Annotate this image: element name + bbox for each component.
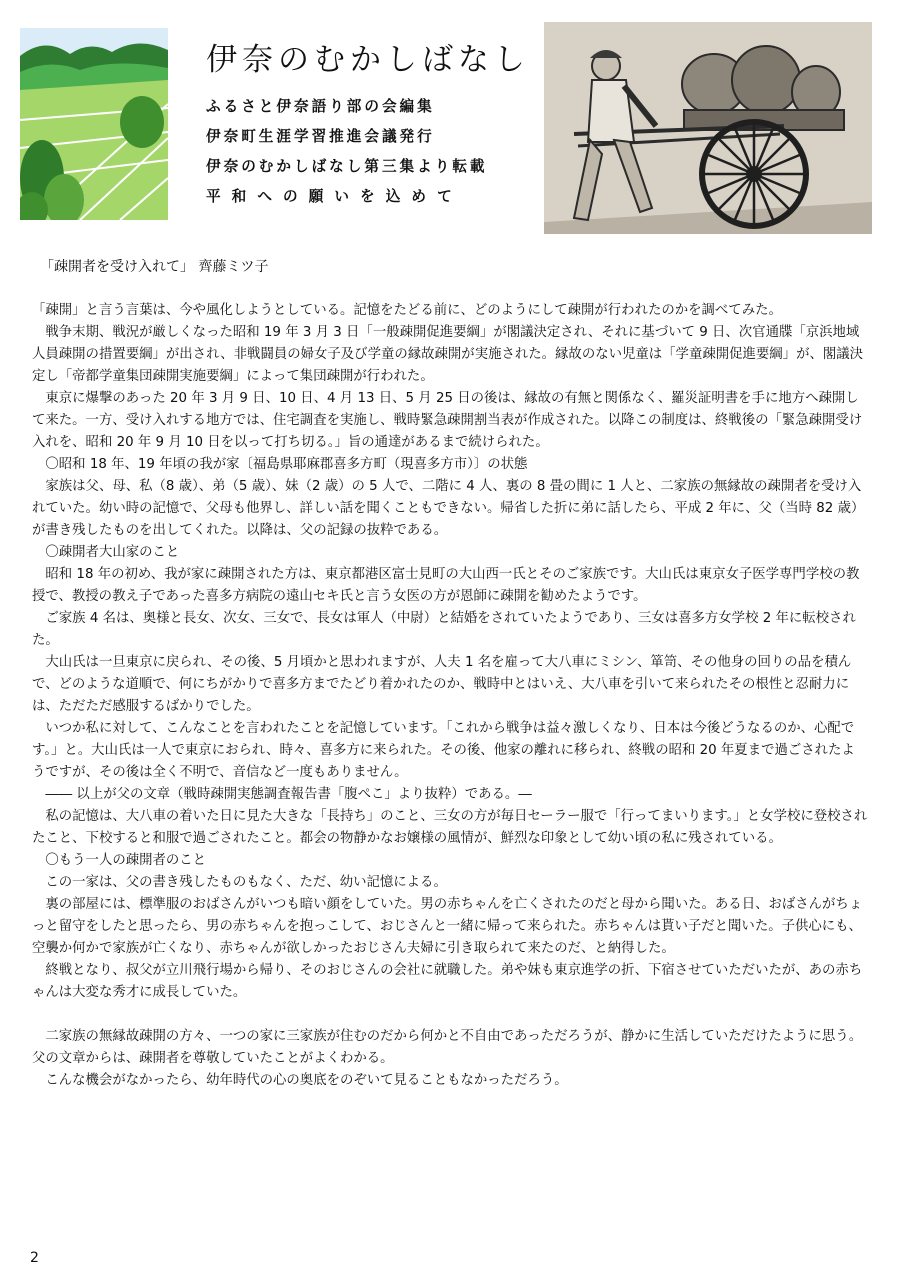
paragraph: 昭和 18 年の初め、我が家に疎開された方は、東京都港区富士見町の大山西一氏とそのご家族です。大山氏は東京女子医学専門学校の教授で、教授の教え子であった喜多方病院の遠山セキ氏と言う女医の方が恩師に疎開を勧めたようです。 bbox=[32, 567, 860, 604]
paragraph: 裏の部屋には、標準服のおばさんがいつも暗い顔をしていた。男の赤ちゃんを亡くされたのだと母から聞いた。ある日、おばさんがちょっと留守をしたと思ったら、男の赤ちゃんを抱っこして、おじさんと一緒に帰って来られた。赤ちゃんは貰い子だと聞いた。子供心にも、空襲か何かで家族が亡くなり、赤ちゃんが欲しかったおじさん夫婦に引き取られて来たのだ、と納得した。 bbox=[32, 897, 863, 956]
article-heading: 「疎開者を受け入れて」 齊藤ミツ子 bbox=[40, 259, 269, 275]
subtitle-line: 伊奈のむかしばなし第三集より転載 bbox=[206, 158, 488, 175]
paragraph: 私の記憶は、大八車の着いた日に見た大きな「長持ち」のこと、三女の方が毎日セーラー服で「行ってまいります。」と女学校に登校されたこと、下校すると和服で過ごされたこと。都会の物静かなお嬢様の風情が、鮮烈な印象として幼い頃の私に残されている。 bbox=[32, 809, 868, 846]
page-number: 2 bbox=[30, 1250, 39, 1266]
paragraph: いつか私に対して、こんなことを言われたことを記憶しています。「これから戦争は益々激しくなり、日本は今後どうなるのか、心配です。」と。大山氏は一人で東京におられ、時々、喜多方に来られた。その後、他家の離れに移られ、終戦の昭和 20 年夏まで過ごされたようですが、その後は全く不明で、音信など一度もありません。 bbox=[32, 721, 855, 780]
title-block bbox=[206, 38, 536, 212]
page-title: 伊奈のむかしばなし bbox=[206, 42, 530, 78]
paragraph: この一家は、父の書き残したものもなく、ただ、幼い記憶による。 bbox=[45, 875, 447, 890]
paragraph: 戦争末期、戦況が厳しくなった昭和 19 年 3 月 3 日「一般疎開促進要綱」が閣議決定され、それに基づいて 9 日、次官通牒「京浜地域人員疎開の措置要綱」が出され、非戦闘員の婦女子及び学童の縁故疎開が実施された。縁故のない児童は「学童疎開促進要綱」が、閣議決定し「帝都学童集団疎開実施要綱」によって集団疎開が行われた。 bbox=[32, 325, 864, 384]
cart-puller-illustration bbox=[544, 22, 872, 234]
article-body bbox=[32, 300, 868, 1092]
paragraph: ご家族 4 名は、奥様と長女、次女、三女で、長女は軍人（中尉）と結婚をされていたようであり、三女は喜多方女学校 2 年に転校された。 bbox=[32, 611, 856, 648]
paragraph: 東京に爆撃のあった 20 年 3 月 9 日、10 日、4 月 13 日、5 月 25 日の後は、縁故の有無と関係なく、羅災証明書を手に地方へ疎開して来た。一方、受け入れする地方では、住宅調査を実施し、戦時緊急疎開割当表が作成された。以降この制度は、終戦後の「緊急疎開受け入れを、昭和 20 年 9 月 10 日を以って打ち切る。」旨の通達があるまで続けられた。 bbox=[32, 391, 863, 450]
section-heading: 〇昭和 18 年、19 年頃の我が家〔福島県耶麻郡喜多方町（現喜多方市）〕の状態 bbox=[45, 457, 528, 472]
paragraph: ―― 以上が父の文章（戦時疎開実態調査報告書「腹ぺこ」より抜粋）である。― bbox=[45, 787, 532, 802]
paragraph: 家族は父、母、私（8 歳）、弟（5 歳）、妹（2 歳）の 5 人で、二階に 4 人、裏の 8 畳の間に 1 人と、二家族の無縁故の疎開者を受け入れていた。幼い時の記憶で、父母も他界し、詳しい話を聞くこともできない。帰省した折に弟に話したら、平成 2 年に、父（当時 82 歳）が書き残したものを出してくれた。以降は、父の記録の抜粋である。 bbox=[32, 479, 865, 538]
section-heading: 〇疎開者大山家のこと bbox=[45, 545, 180, 560]
rice-field-illustration bbox=[20, 28, 168, 220]
section-heading: 〇もう一人の疎開者のこと bbox=[45, 853, 207, 868]
subtitle-line: 伊奈町生涯学習推進会議発行 bbox=[206, 128, 435, 145]
paragraph: 大山氏は一旦東京に戻られ、その後、5 月頃かと思われますが、人夫 1 名を雇って大八車にミシン、箪笥、その他身の回りの品を積んで、どのような道順で、何にちがかりで喜多方までたどり着かれたのか、戦時中とはいえ、大八車を引いて来られたその根性と忍耐力には、ただただ感服するばかりでした。 bbox=[32, 655, 852, 714]
subtitle-line: ふるさと伊奈語り部の会編集 bbox=[206, 98, 435, 115]
paragraph: こんな機会がなかったら、幼年時代の心の奥底をのぞいて見ることもなかっただろう。 bbox=[45, 1073, 568, 1088]
paragraph: 終戦となり、叔父が立川飛行場から帰り、そのおじさんの会社に就職した。弟や妹も東京進学の折、下宿させていただいたが、あの赤ちゃんは大変な秀才に成長していた。 bbox=[32, 963, 863, 1000]
paragraph: 二家族の無縁故疎開の方々、一つの家に三家族が住むのだから何かと不自由であっただろうが、静かに生活していただけたように思う。父の文章からは、疎開者を尊敬していたことがよくわかる。 bbox=[32, 1029, 863, 1066]
paragraph: 「疎開」と言う言葉は、今や風化しようとしている。記憶をたどる前に、どのようにして疎開が行われたのかを調べてみた。 bbox=[32, 303, 782, 318]
subtitle-line: 平 和 へ の 願 い を 込 め て bbox=[206, 188, 455, 205]
